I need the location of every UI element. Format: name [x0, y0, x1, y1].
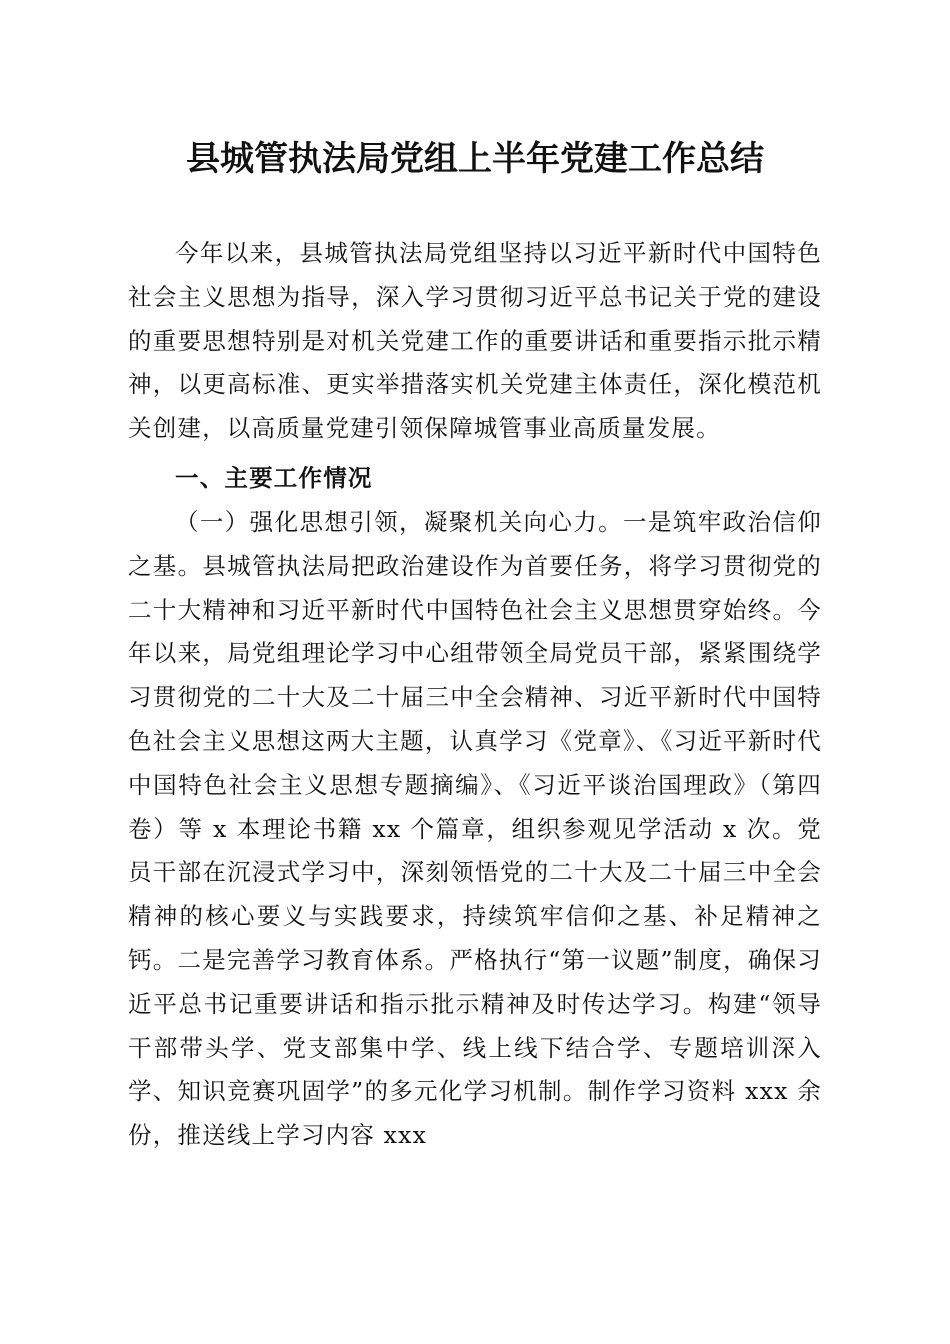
subsection-heading-1: （一）强化思想引领，凝聚机关向心力。 [175, 508, 624, 536]
subsection-body-1: 一是筑牢政治信仰之基。县城管执法局把政治建设作为首要任务，将学习贯彻党的二十大精神和习近平新时代中国特色社会主义思想贯穿始终。今年以来，局党组理论学习中心组带领全局党员干部，紧紧围绕学习贯彻党的二十大及二十届三中全会精神、习近平新时代中国特色社会主义思想这两大主题，认真学习《党章》、《习近平新时代中国特色社会主义思想专题摘编》、《习近平谈治国理政》（第四卷）等 x 本理论书籍 xx 个篇章，组织参观见学活动 x 次。党员干部在沉浸式学习中，深刻领悟党的二十大及二十届三中全会精神的核心要义与实践要求，持续筑牢信仰之基、补足精神之钙。二是完善学习教育体系。严格执行“第一议题”制度，确保习近平总书记重要讲话和指示批示精神及时传达学习。构建“领导干部带头学、党支部集中学、线上线下结合学、专题培训深入学、知识竞赛巩固学”的多元化学习机制。制作学习资料 xxx 余份，推送线上学习内容 xxx [128, 508, 822, 1150]
section-heading-main-work: 一、主要工作情况 [175, 464, 373, 492]
intro-paragraph: 今年以来，县城管执法局党组坚持以习近平新时代中国特色社会主义思想为指导，深入学习贯彻习近平总书记关于党的建设的重要思想特别是对机关党建工作的重要讲话和重要指示批示精神，以更高标准、更实举措落实机关党建主体责任，深化模范机关创建，以高质量党建引领保障城管事业高质量发展。 [128, 239, 822, 443]
subsection-paragraph-1 [128, 501, 822, 1158]
document-title: 县城管执法局党组上半年党建工作总结 [186, 139, 764, 179]
